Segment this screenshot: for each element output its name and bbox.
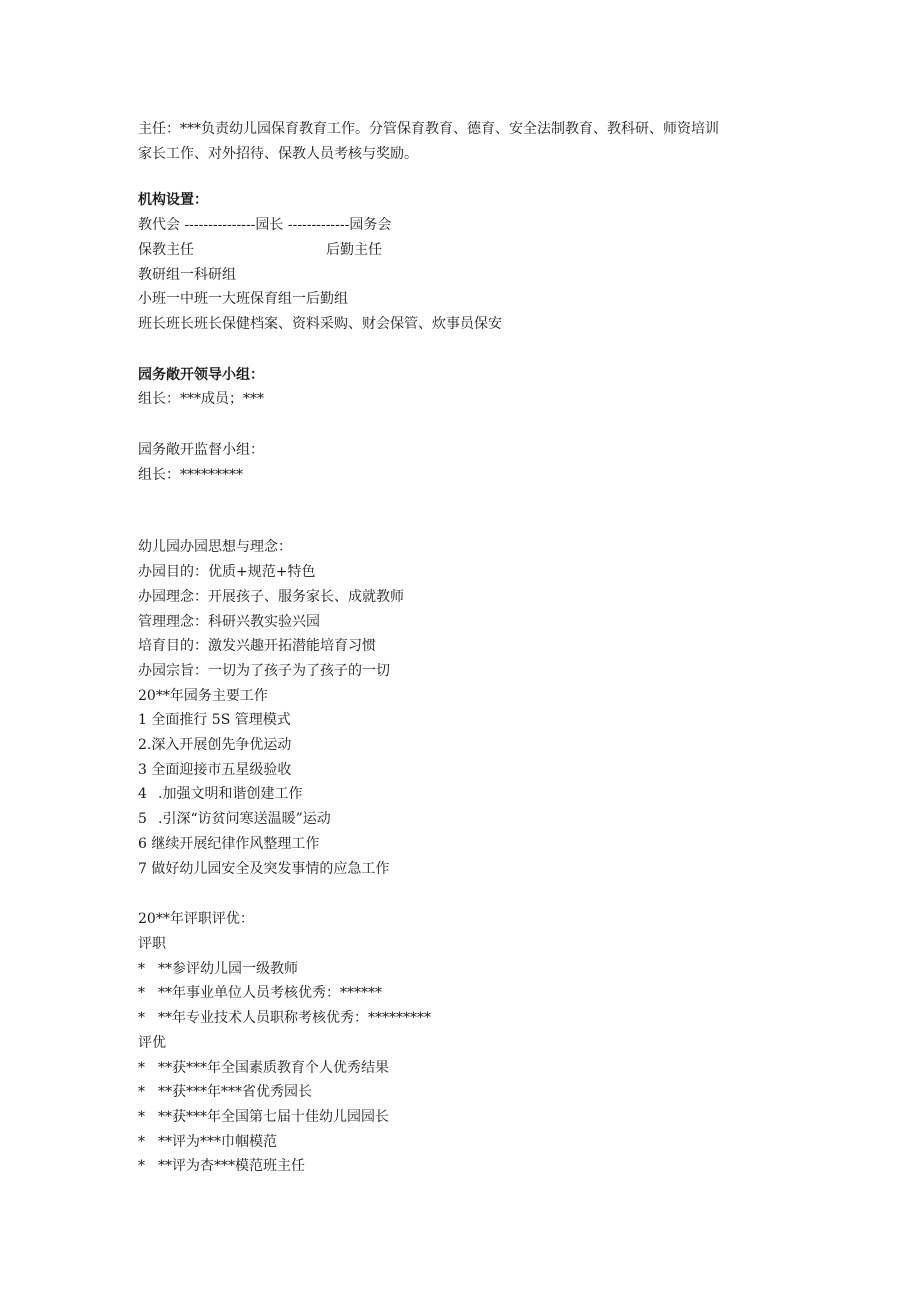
org-row-4: 小班一中班一大班保育组一后勤组: [138, 291, 348, 308]
work-item: [138, 807, 798, 832]
bullet-icon: *: [138, 1010, 145, 1027]
award-merit-text: **评为***巾帼模范: [158, 1133, 277, 1150]
award-merit-text: **获***年全国素质教育个人优秀结果: [158, 1059, 389, 1076]
work-item-text: .引深“访贫问寒送温暖”运动: [158, 811, 331, 828]
org-row-2: [138, 238, 798, 263]
award-merit-item: [138, 1154, 798, 1179]
bullet-icon: *: [138, 985, 145, 1002]
philosophy-heading: 幼儿园办园思想与理念：: [138, 539, 292, 556]
org-row-5: 班长班长班长保健档案、资料采购、财会保管、炊事员保安: [138, 315, 502, 332]
award-title-item: [138, 981, 798, 1006]
award-merit-text: **获***年***省优秀园长: [158, 1084, 312, 1101]
award-merit-item: [138, 1056, 798, 1081]
award-title-item: [138, 957, 798, 982]
org-row-1: 教代会 ---------------园长 -------------园务会: [138, 217, 392, 234]
duties-line-1: 主任：***负责幼儿园保育教育工作。分管保育教育、德育、安全法制教育、教科研、师资培训: [138, 121, 719, 137]
philosophy-item: 培育目的：激发兴趣开拓潜能培育习惯: [138, 638, 376, 655]
org-row-2-left: 保教主任: [138, 241, 194, 258]
award-merit-text: **评为杏***模范班主任: [158, 1158, 305, 1175]
work-item: 7 做好幼儿园安全及突发事情的应急工作: [138, 860, 390, 877]
award-title-text: **参评幼儿园一级教师: [158, 960, 298, 977]
award-merit-text: **获***年全国第七届十佳幼儿园园长: [158, 1108, 389, 1125]
philosophy-item: 办园宗旨：一切为了孩子为了孩子的一切: [138, 662, 390, 679]
award-merit-item: [138, 1080, 798, 1105]
awards-title-section: 评职: [138, 935, 166, 952]
document-body: [138, 117, 798, 1179]
bullet-icon: *: [138, 960, 145, 977]
work-item-text: .加强文明和谐创建工作: [158, 786, 303, 803]
bullet-icon: *: [138, 1084, 145, 1101]
leadership-heading: 园务敞开领导小组：: [138, 366, 264, 383]
awards-heading: 20**年评职评优：: [138, 911, 254, 928]
supervision-members: 组长：*********: [138, 466, 243, 483]
philosophy-item: 管理理念：科研兴教实验兴园: [138, 613, 320, 630]
supervision-heading: 园务敞开监督小组：: [138, 442, 264, 459]
work-item-number: 4: [138, 786, 147, 803]
org-row-3: 教研组一科研组: [138, 266, 236, 283]
award-title-item: [138, 1006, 798, 1031]
award-title-text: **年专业技术人员职称考核优秀：*********: [158, 1010, 431, 1027]
leadership-members: 组长：***成员；***: [138, 391, 264, 408]
philosophy-item: 办园目的：优质+规范+特色: [138, 564, 316, 581]
awards-merit-section: 评优: [138, 1034, 166, 1051]
work-item-number: 5: [138, 811, 147, 828]
work-item: 2.深入开展创先争优运动: [138, 737, 292, 754]
work-item: 1 全面推行 5S 管理模式: [138, 712, 291, 729]
duties-line-2: 家长工作、对外招待、保教人员考核与奖励。: [138, 145, 418, 162]
org-row-2-right: 后勤主任: [326, 241, 382, 258]
bullet-icon: *: [138, 1108, 145, 1125]
work-item: [138, 782, 798, 807]
bullet-icon: *: [138, 1133, 145, 1150]
philosophy-item: 办园理念：开展孩子、服务家长、成就教师: [138, 588, 404, 605]
work-item: 3 全面迎接市五星级验收: [138, 761, 292, 778]
award-title-text: **年事业单位人员考核优秀：******: [158, 985, 382, 1002]
work-heading: 20**年园务主要工作: [138, 687, 268, 704]
bullet-icon: *: [138, 1059, 145, 1076]
work-item: 6 继续开展纪律作风整理工作: [138, 835, 320, 852]
bullet-icon: *: [138, 1158, 145, 1175]
award-merit-item: [138, 1130, 798, 1155]
org-heading: 机构设置：: [138, 192, 208, 209]
award-merit-item: [138, 1105, 798, 1130]
